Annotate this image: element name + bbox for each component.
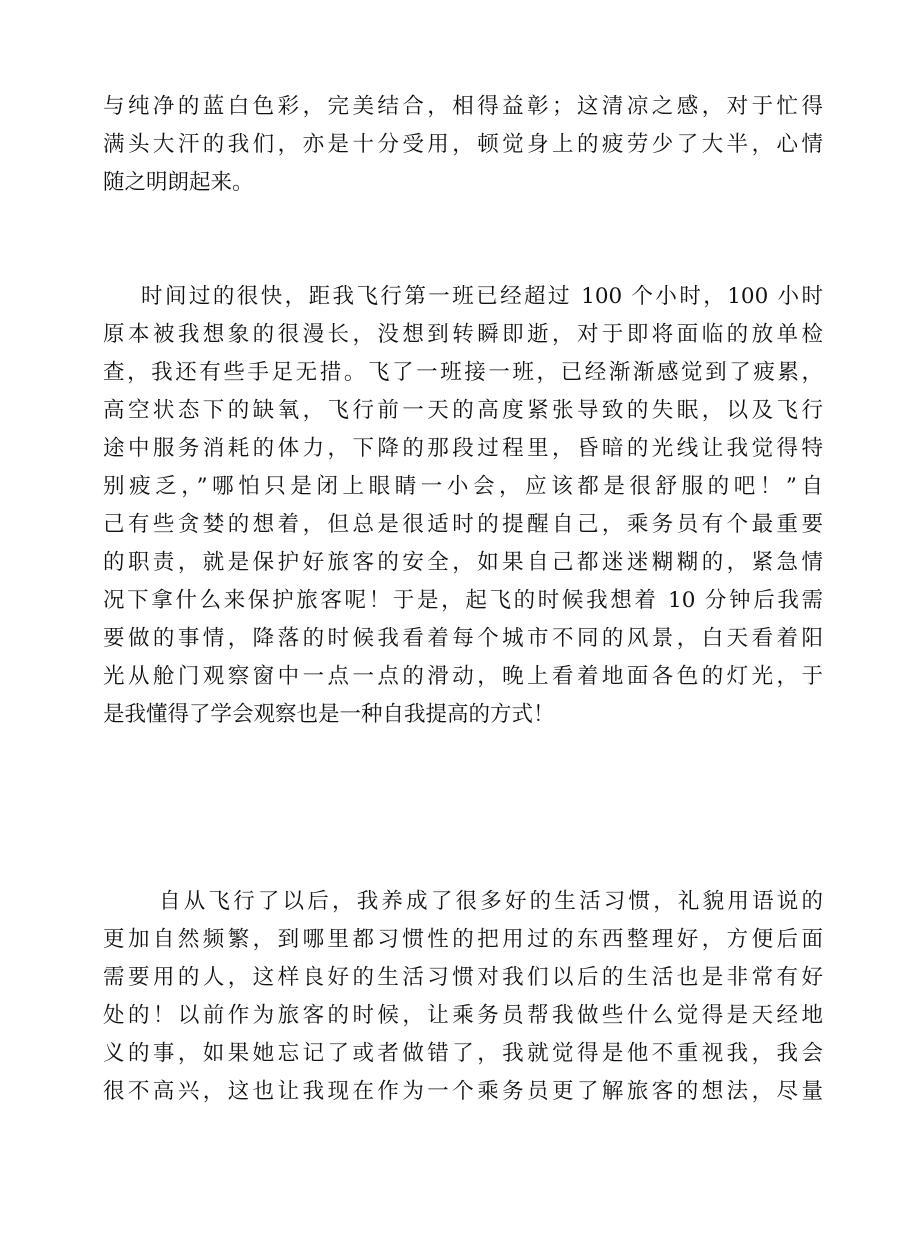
text-line: 很不高兴，这也让我现在作为一个乘务员更了解旅客的想法，尽量 <box>103 1079 823 1104</box>
text-line: 要做的事情，降落的时候我看着每个城市不同的风景，白天看着阳 <box>103 626 823 651</box>
paragraph-2 <box>103 278 823 734</box>
text-line: 高空状态下的缺氧，飞行前一天的高度紧张导致的失眠，以及飞行 <box>103 398 823 423</box>
text-line: 况下拿什么来保护旅客呢！于是，起飞的时候我想着 10 分钟后我需 <box>103 588 823 613</box>
paragraph-3 <box>103 883 823 1111</box>
text-line: 原本被我想象的很漫长，没想到转瞬即逝，对于即将面临的放单检 <box>103 322 823 347</box>
text-line: 的职责，就是保护好旅客的安全，如果自己都迷迷糊糊的，紧急情 <box>103 550 823 575</box>
text-line: 时间过的很快，距我飞行第一班已经超过 100 个小时，100 小时 <box>141 284 823 309</box>
text-line: 与纯净的蓝白色彩，完美结合，相得益彰；这清凉之感，对于忙得 <box>103 94 823 119</box>
paragraph-1 <box>103 88 823 202</box>
text-line: 查，我还有些手足无措。飞了一班接一班，已经渐渐感觉到了疲累， <box>103 360 823 385</box>
text-line: 光从舱门观察窗中一点一点的滑动，晚上看着地面各色的灯光，于 <box>103 664 823 689</box>
text-line: 更加自然频繁，到哪里都习惯性的把用过的东西整理好，方便后面 <box>103 927 823 952</box>
text-line: 处的！以前作为旅客的时候，让乘务员帮我做些什么觉得是天经地 <box>103 1003 823 1028</box>
text-line: 满头大汗的我们，亦是十分受用，顿觉身上的疲劳少了大半，心情 <box>103 132 823 157</box>
text-line: 自从飞行了以后，我养成了很多好的生活习惯，礼貌用语说的 <box>159 889 823 914</box>
text-line: 途中服务消耗的体力，下降的那段过程里，昏暗的光线让我觉得特 <box>103 436 823 461</box>
text-line: 别疲乏，”哪怕只是闭上眼睛一小会，应该都是很舒服的吧！”自 <box>103 474 823 499</box>
text-line: 随之明朗起来。 <box>103 170 254 195</box>
text-line: 己有些贪婪的想着，但总是很适时的提醒自己，乘务员有个最重要 <box>103 512 823 537</box>
text-line: 需要用的人，这样良好的生活习惯对我们以后的生活也是非常有好 <box>103 965 823 990</box>
text-line: 义的事，如果她忘记了或者做错了，我就觉得是他不重视我，我会 <box>103 1041 823 1066</box>
text-line: 是我懂得了学会观察也是一种自我提高的方式！ <box>103 702 555 727</box>
